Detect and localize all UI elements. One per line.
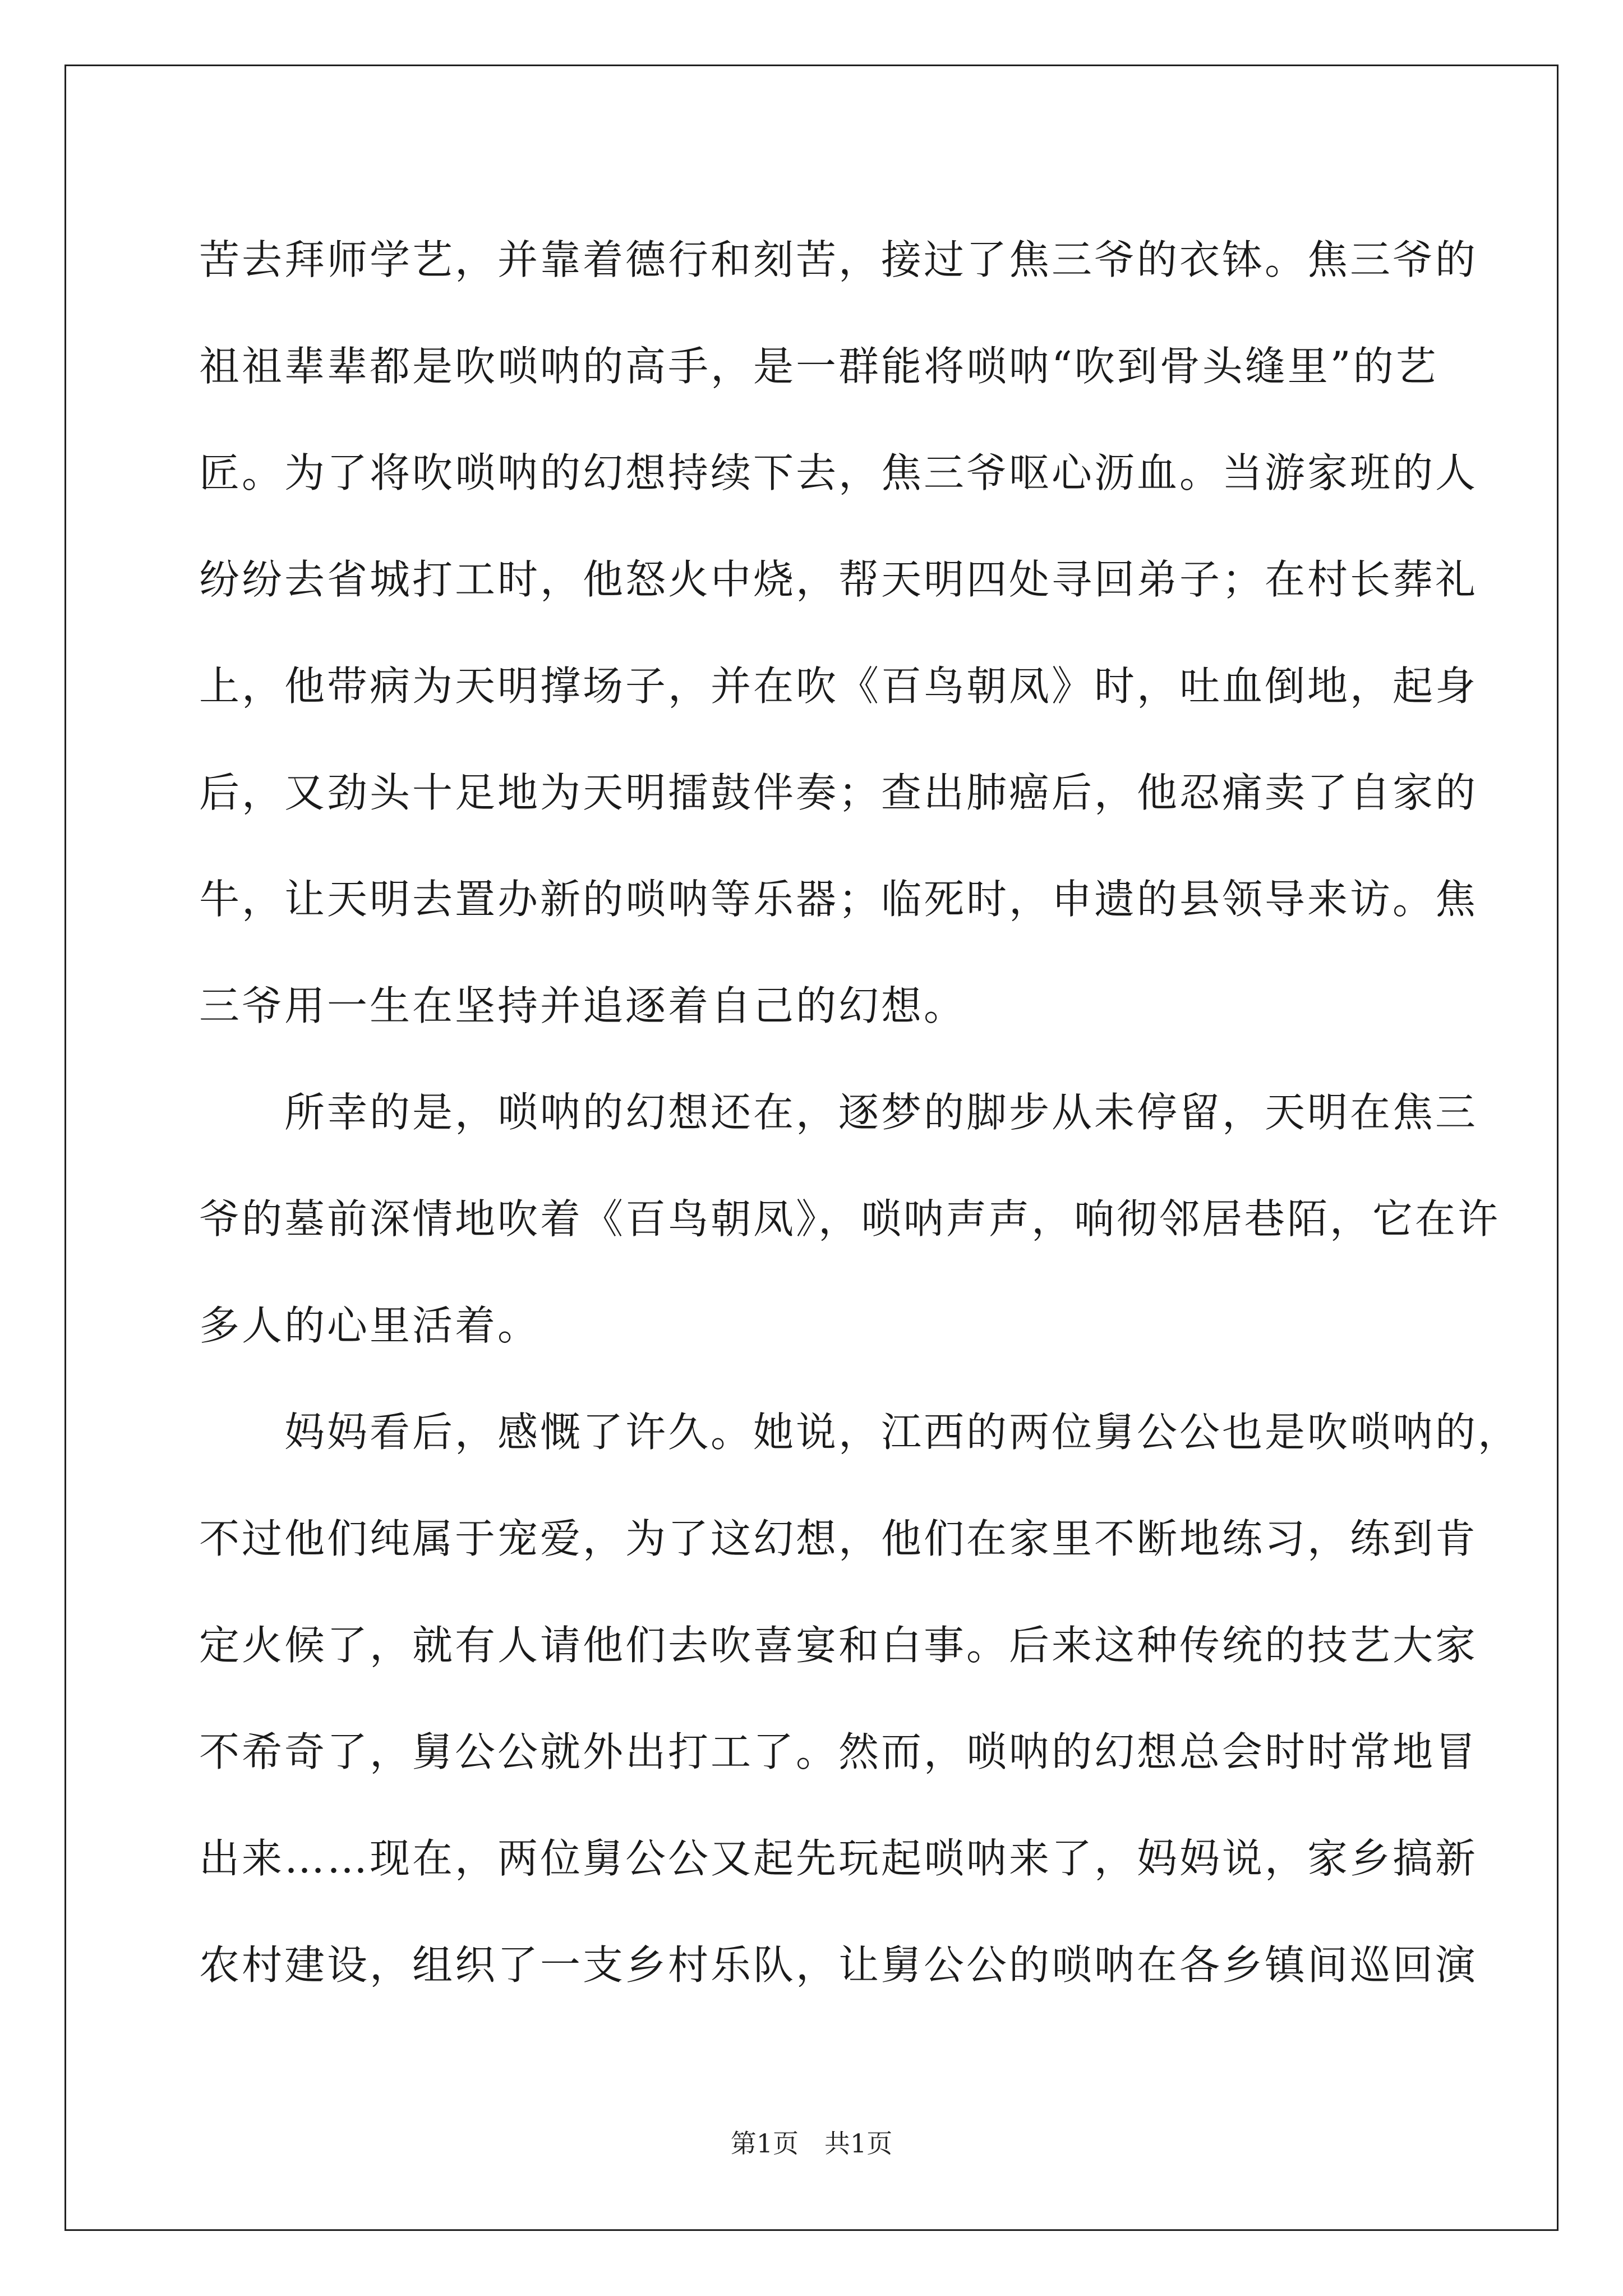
- text-line: 多人的心里活着。: [199, 1302, 541, 1349]
- text-line: 匠。为了将吹唢呐的幻想持续下去，焦三爷呕心沥血。当游家班的人: [199, 449, 1478, 496]
- text-line: 不希奇了，舅公公就外出打工了。然而，唢呐的幻想总会时时常地冒: [199, 1728, 1478, 1775]
- text-line: 妈妈看后，感慨了许久。她说，江西的两位舅公公也是吹唢呐的，: [199, 1409, 1521, 1456]
- text-line: 后，又劲头十足地为天明擂鼓伴奏；查出肺癌后，他忍痛卖了自家的: [199, 769, 1478, 816]
- text-line: 农村建设，组织了一支乡村乐队，让舅公公的唢呐在各乡镇间巡回演: [199, 1941, 1478, 1989]
- text-line: 纷纷去省城打工时，他怒火中烧，帮天明四处寻回弟子；在村长葬礼: [199, 556, 1478, 603]
- text-line: 不过他们纯属于宠爱，为了这幻想，他们在家里不断地练习，练到肯: [199, 1515, 1478, 1562]
- text-line: 祖祖辈辈都是吹唢呐的高手，是一群能将唢呐“吹到骨头缝里”的艺: [199, 343, 1438, 390]
- text-line: 三爷用一生在坚持并追逐着自己的幻想。: [199, 982, 967, 1029]
- body-text: [199, 206, 1521, 2018]
- page-footer: 第1页 共1页: [730, 2128, 893, 2159]
- text-line: 出来……现在，两位舅公公又起先玩起唢呐来了，妈妈说，家乡搞新: [199, 1835, 1478, 1882]
- text-line: 所幸的是，唢呐的幻想还在，逐梦的脚步从未停留，天明在焦三: [199, 1089, 1478, 1136]
- text-line: 上，他带病为天明撑场子，并在吹《百鸟朝凤》时，吐血倒地，起身: [199, 662, 1478, 710]
- text-line: 定火候了，就有人请他们去吹喜宴和白事。后来这种传统的技艺大家: [199, 1622, 1478, 1669]
- text-line: 爷的墓前深情地吹着《百鸟朝凤》，唢呐声声，响彻邻居巷陌，它在许: [199, 1195, 1501, 1243]
- text-line: 牛，让天明去置办新的唢呐等乐器；临死时，申遗的县领导来访。焦: [199, 876, 1478, 923]
- text-line: 苦去拜师学艺，并靠着德行和刻苦，接过了焦三爷的衣钵。焦三爷的: [199, 236, 1478, 283]
